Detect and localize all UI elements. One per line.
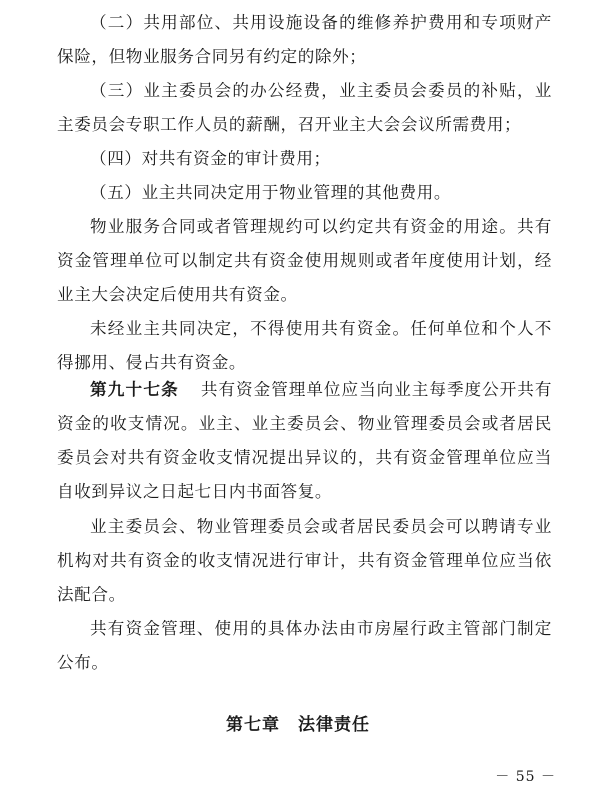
article-97	[57, 373, 552, 509]
page-number: － 55 －	[495, 769, 556, 785]
paragraph-item-5: （五）业主共同决定用于物业管理的其他费用。	[90, 183, 452, 202]
paragraph-fund-usage: 物业服务合同或者管理规约可以约定共有资金的用途。共有资金管理单位可以制定共有资金使用规则或者年度使用计划，经业主大会决定后使用共有资金。	[57, 217, 552, 304]
paragraph-audit: 业主委员会、物业管理委员会或者居民委员会可以聘请专业机构对共有资金的收支情况进行审计，共有资金管理单位应当依法配合。	[57, 517, 552, 604]
paragraph-item-4: （四）对共有资金的审计费用；	[90, 149, 331, 168]
article-97-text: 共有资金管理单位应当向业主每季度公开共有资金的收支情况。业主、业主委员会、物业管理委员会或者居民委员会对共有资金收支情况提出异议的，共有资金管理单位应当自收到异议之日起七日内书面答复。	[57, 380, 553, 501]
paragraph-item-2: （二）共用部位、共用设施设备的维修养护费用和专项财产保险，但物业服务合同另有约定的除外；	[57, 13, 552, 66]
paragraph-item-3: （三）业主委员会的办公经费，业主委员会委员的补贴，业主委员会专职工作人员的薪酬，召开业主大会会议所需费用；	[57, 81, 552, 134]
paragraph-fund-prohibition: 未经业主共同决定，不得使用共有资金。任何单位和个人不得挪用、侵占共有资金。	[57, 319, 552, 372]
paragraph-measures: 共有资金管理、使用的具体办法由市房屋行政主管部门制定公布。	[57, 619, 552, 672]
chapter-title: 第七章 法律责任	[226, 715, 370, 735]
article-97-heading: 第九十七条	[90, 380, 179, 399]
